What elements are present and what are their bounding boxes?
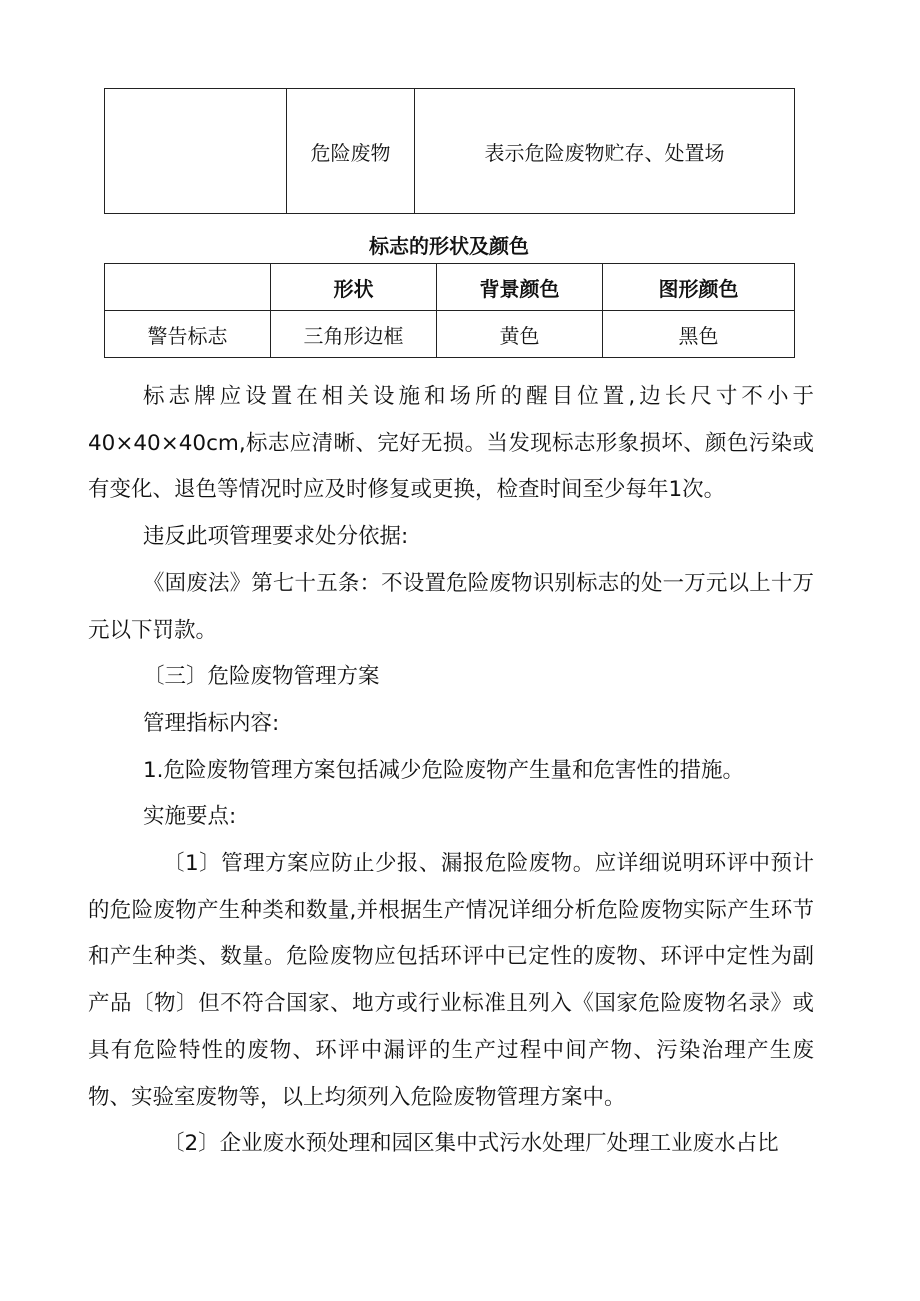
table-header-row — [105, 264, 795, 311]
table-row — [105, 311, 795, 358]
column-header — [105, 264, 271, 311]
table-cell: 三角形边框 — [271, 311, 437, 358]
column-header: 图形颜色 — [603, 264, 795, 311]
table-cell: 危险废物 — [287, 89, 415, 214]
paragraph: 实施要点: — [143, 804, 237, 830]
table-cell: 警告标志 — [105, 311, 271, 358]
column-header: 背景颜色 — [437, 264, 603, 311]
paragraph: 〔2〕企业废水预处理和园区集中式污水处理厂处理工业废水占比 — [163, 1131, 779, 1157]
paragraph: 《固废法》第七十五条：不设置危险废物识别标志的处一万元以上十万元以下罚款。 — [88, 570, 814, 643]
paragraph: 违反此项管理要求处分依据: — [143, 524, 409, 550]
body-text — [88, 374, 814, 1168]
table-row — [105, 89, 795, 214]
sign-shape-color-table — [104, 263, 795, 358]
table-cell — [105, 89, 287, 214]
paragraph: 标志牌应设置在相关设施和场所的醒目位置,边长尺寸不小于40×40×40cm,标志应清晰、完好无损。当发现标志形象损坏、颜色污染或有变化、退色等情况时应及时修复或更换，检查时间至少每年1次。 — [88, 384, 814, 503]
paragraph: 管理指标内容: — [143, 710, 280, 736]
paragraph: 1.危险废物管理方案包括减少危险废物产生量和危害性的措施。 — [143, 757, 745, 783]
sign-type-table — [104, 88, 795, 214]
column-header: 形状 — [271, 264, 437, 311]
section-heading: 〔三〕危险废物管理方案 — [143, 664, 380, 690]
table-cell: 黑色 — [603, 311, 795, 358]
table-cell: 黄色 — [437, 311, 603, 358]
table-cell: 表示危险废物贮存、处置场 — [415, 89, 795, 214]
table-caption: 标志的形状及颜色 — [369, 234, 529, 258]
paragraph: 〔1〕管理方案应防止少报、漏报危险废物。应详细说明环评中预计的危险废物产生种类和数量,并根据生产情况详细分析危险废物实际产生环节和产生种类、数量。危险废物应包括环评中已定性的废物、环评中定性为副产品〔物〕但不符合国家、地方或行业标准且列入《国家危险废物名录》或具有危险特性的废物、环评中漏评的生产过程中间产物、污染治理产生废物、实验室废物等，以上均须列入危险废物管理方案中。 — [88, 851, 814, 1110]
